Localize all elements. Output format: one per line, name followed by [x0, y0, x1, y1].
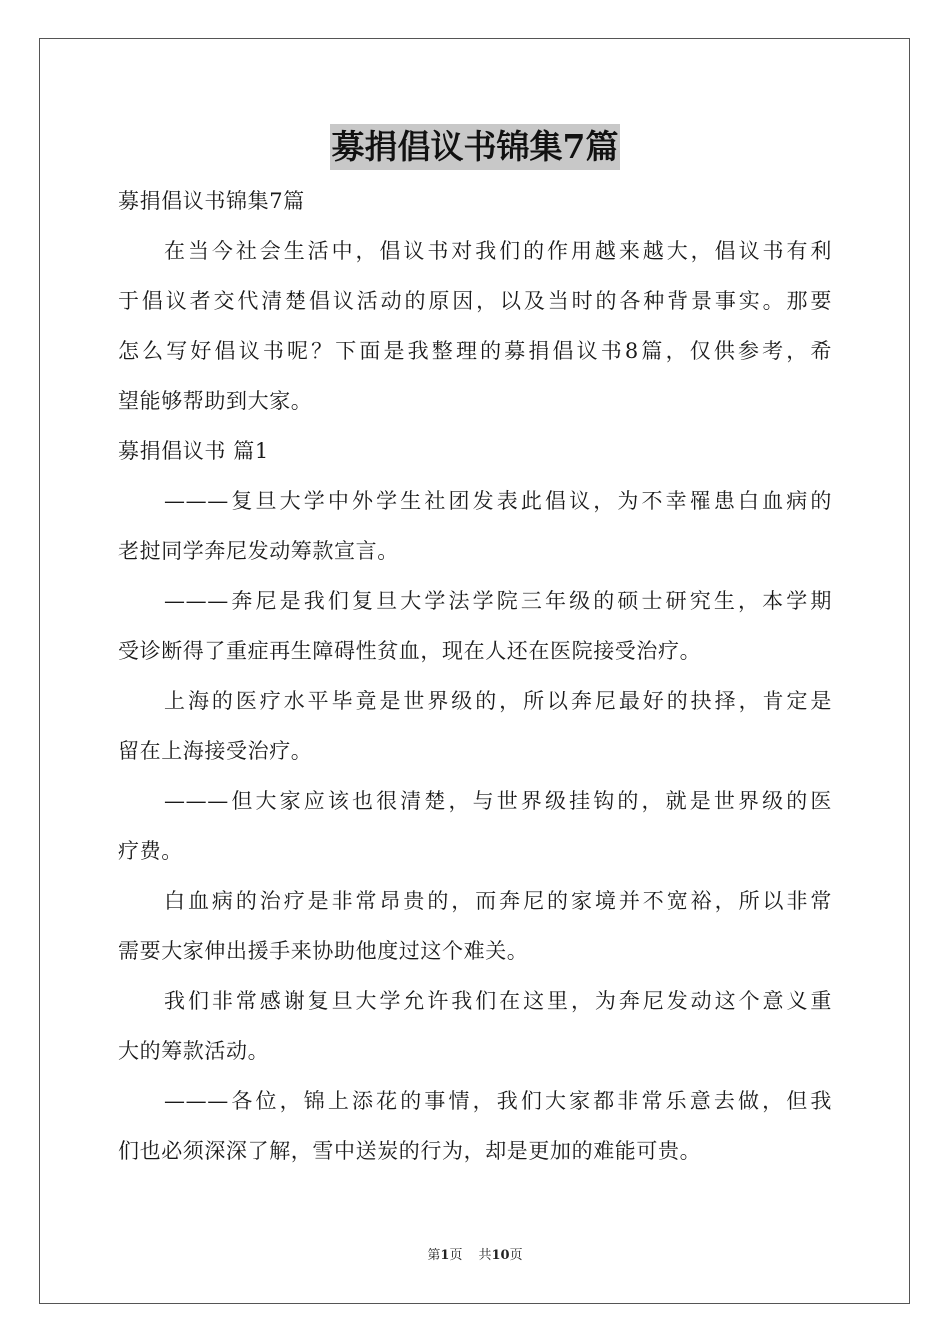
- text-line: 我们非常感谢复旦大学允许我们在这里，为奔尼发动这个意义重: [164, 989, 832, 1013]
- page-footer: [0, 1246, 950, 1266]
- current-page-number: 1: [440, 1248, 450, 1263]
- text-line: ———各位，锦上添花的事情，我们大家都非常乐意去做，但我: [164, 1089, 832, 1113]
- text-line: 白血病的治疗是非常昂贵的，而奔尼的家境并不宽裕，所以非常: [164, 889, 832, 913]
- text-line: 受诊断得了重症再生障碍性贫血，现在人还在医院接受治疗。: [118, 639, 702, 663]
- text-line: ———奔尼是我们复旦大学法学院三年级的硕士研究生，本学期: [164, 589, 832, 613]
- total-page-number: 10: [491, 1248, 510, 1263]
- text-line: ———复旦大学中外学生社团发表此倡议，为不幸罹患白血病的: [164, 489, 832, 513]
- text-line: 上海的医疗水平毕竟是世界级的，所以奔尼最好的抉择，肯定是: [164, 689, 832, 713]
- text-line: ———但大家应该也很清楚，与世界级挂钩的，就是世界级的医: [164, 789, 832, 813]
- document-body: [118, 176, 832, 1176]
- text-line: 在当今社会生活中，倡议书对我们的作用越来越大，倡议书有利: [164, 239, 832, 263]
- text-line: 疗费。: [118, 839, 183, 863]
- total-label-prefix: 共: [478, 1248, 492, 1263]
- total-label-suffix: 页: [509, 1248, 523, 1263]
- page-label-suffix: 页: [449, 1248, 463, 1263]
- text-line: 望能够帮助到大家。: [118, 389, 313, 413]
- text-line: 募捐倡议书 篇1: [118, 439, 269, 463]
- title-area: [0, 124, 950, 170]
- text-line: 怎么写好倡议书呢？下面是我整理的募捐倡议书8篇，仅供参考，希: [118, 339, 832, 363]
- text-line: 募捐倡议书锦集7篇: [118, 189, 305, 213]
- page-label-prefix: 第: [427, 1248, 441, 1263]
- text-line: 老挝同学奔尼发动筹款宣言。: [118, 539, 399, 563]
- text-line: 们也必须深深了解，雪中送炭的行为，却是更加的难能可贵。: [118, 1139, 702, 1163]
- document-title: 募捐倡议书锦集7篇: [330, 124, 621, 170]
- text-line: 需要大家伸出援手来协助他度过这个难关。: [118, 939, 529, 963]
- text-line: 大的筹款活动。: [118, 1039, 270, 1063]
- text-line: 于倡议者交代清楚倡议活动的原因，以及当时的各种背景事实。那要: [118, 289, 832, 313]
- text-line: 留在上海接受治疗。: [118, 739, 313, 763]
